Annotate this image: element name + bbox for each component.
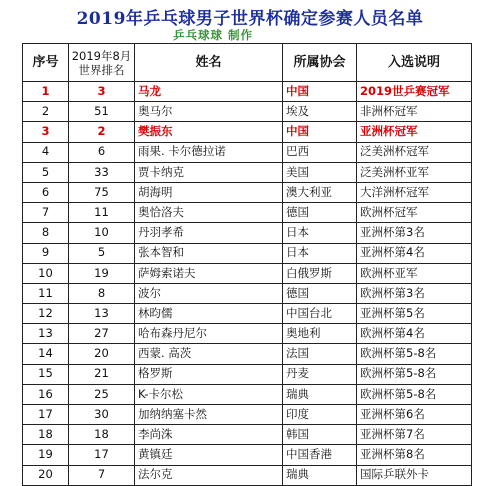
cell-rank: 8 [69,283,135,303]
cell-index: 10 [23,263,69,283]
table-row [23,102,472,122]
cell-reason: 欧洲杯亚军 [357,263,472,283]
cell-index: 3 [23,122,69,142]
cell-association: 瑞典 [283,465,357,485]
cell-rank: 30 [69,405,135,425]
cell-association: 巴西 [283,142,357,162]
cell-rank: 20 [69,344,135,364]
table-row [23,162,472,182]
cell-association: 中国 [283,82,357,102]
cell-reason: 亚洲杯第6名 [357,405,472,425]
cell-index: 1 [23,82,69,102]
cell-association: 中国 [283,122,357,142]
cell-rank: 18 [69,425,135,445]
cell-index: 6 [23,182,69,202]
table-row [23,142,472,162]
cell-index: 18 [23,425,69,445]
cell-name: 贾卡纳克 [135,162,283,182]
cell-index: 19 [23,445,69,465]
cell-name: 雨果. 卡尔德拉诺 [135,142,283,162]
table-row [23,465,472,485]
cell-association: 日本 [283,243,357,263]
table-row [23,425,472,445]
cell-rank: 5 [69,243,135,263]
cell-rank: 7 [69,465,135,485]
cell-reason: 欧洲杯第5-8名 [357,344,472,364]
cell-reason: 亚洲杯第3名 [357,223,472,243]
cell-name: 哈布森丹尼尔 [135,324,283,344]
cell-association: 日本 [283,223,357,243]
cell-association: 法国 [283,344,357,364]
cell-reason: 泛美洲杯亚军 [357,162,472,182]
table-row [23,364,472,384]
cell-name: 法尔克 [135,465,283,485]
cell-association: 中国香港 [283,445,357,465]
table-row [23,82,472,102]
table-row [23,263,472,283]
cell-association: 美国 [283,162,357,182]
cell-index: 8 [23,223,69,243]
cell-rank: 25 [69,384,135,404]
table-header-row [23,44,472,82]
page-title: 2019年乒乓球男子世界杯确定参赛人员名单 [76,9,424,29]
cell-index: 13 [23,324,69,344]
cell-rank: 13 [69,304,135,324]
header-world-rank: 2019年8月世界排名 [69,44,135,82]
cell-name: 奥恰洛夫 [135,203,283,223]
cell-name: 西蒙. 高茨 [135,344,283,364]
cell-association: 瑞典 [283,384,357,404]
cell-name: 樊振东 [135,122,283,142]
cell-rank: 2 [69,122,135,142]
cell-association: 中国台北 [283,304,357,324]
cell-reason: 欧洲杯冠军 [357,203,472,223]
cell-association: 澳大利亚 [283,182,357,202]
cell-rank: 10 [69,223,135,243]
cell-rank: 3 [69,82,135,102]
cell-index: 16 [23,384,69,404]
table-row [23,324,472,344]
cell-name: K-卡尔松 [135,384,283,404]
cell-index: 9 [23,243,69,263]
cell-index: 15 [23,364,69,384]
cell-rank: 11 [69,203,135,223]
cell-name: 林昀儒 [135,304,283,324]
cell-name: 马龙 [135,82,283,102]
cell-reason: 亚洲杯第8名 [357,445,472,465]
cell-reason: 欧洲杯第5-8名 [357,384,472,404]
cell-rank: 75 [69,182,135,202]
cell-reason: 亚洲杯第4名 [357,243,472,263]
cell-reason: 非洲杯冠军 [357,102,472,122]
cell-index: 11 [23,283,69,303]
cell-rank: 19 [69,263,135,283]
cell-rank: 51 [69,102,135,122]
cell-index: 12 [23,304,69,324]
cell-index: 20 [23,465,69,485]
cell-index: 7 [23,203,69,223]
cell-name: 丹羽孝希 [135,223,283,243]
cell-rank: 21 [69,364,135,384]
cell-rank: 27 [69,324,135,344]
cell-association: 埃及 [283,102,357,122]
cell-name: 李尚洙 [135,425,283,445]
cell-association: 奥地利 [283,324,357,344]
cell-reason: 大洋洲杯冠军 [357,182,472,202]
table-row [23,344,472,364]
cell-reason: 2019世乒赛冠军 [357,82,472,102]
cell-association: 韩国 [283,425,357,445]
cell-name: 胡海明 [135,182,283,202]
header-index: 序号 [23,44,69,82]
cell-rank: 6 [69,142,135,162]
table-row [23,283,472,303]
cell-association: 德国 [283,283,357,303]
header-reason: 入选说明 [357,44,472,82]
cell-reason: 欧洲杯第5-8名 [357,364,472,384]
cell-reason: 欧洲杯第4名 [357,324,472,344]
cell-reason: 国际乒联外卡 [357,465,472,485]
cell-name: 黄镇廷 [135,445,283,465]
table-row [23,223,472,243]
cell-association: 印度 [283,405,357,425]
table-row [23,445,472,465]
cell-index: 5 [23,162,69,182]
cell-association: 德国 [283,203,357,223]
cell-rank: 33 [69,162,135,182]
cell-rank: 17 [69,445,135,465]
cell-index: 17 [23,405,69,425]
cell-index: 4 [23,142,69,162]
cell-reason: 亚洲杯冠军 [357,122,472,142]
cell-name: 格罗斯 [135,364,283,384]
participants-table [22,43,472,486]
cell-association: 白俄罗斯 [283,263,357,283]
table-row [23,203,472,223]
table-row [23,405,472,425]
header-association: 所属协会 [283,44,357,82]
cell-name: 张本智和 [135,243,283,263]
table-body [23,82,472,486]
cell-association: 丹麦 [283,364,357,384]
cell-name: 加纳纳塞卡然 [135,405,283,425]
table-row [23,243,472,263]
cell-name: 波尔 [135,283,283,303]
cell-name: 萨姆索诺夫 [135,263,283,283]
cell-reason: 欧洲杯第3名 [357,283,472,303]
cell-reason: 亚洲杯第5名 [357,304,472,324]
table-row [23,182,472,202]
table-row [23,384,472,404]
table-row [23,304,472,324]
credit-subtitle: 乒乓球球 制作 [173,28,254,42]
cell-index: 14 [23,344,69,364]
table-row [23,122,472,142]
cell-name: 奥马尔 [135,102,283,122]
header-name: 姓名 [135,44,283,82]
cell-index: 2 [23,102,69,122]
cell-reason: 亚洲杯第7名 [357,425,472,445]
cell-reason: 泛美洲杯冠军 [357,142,472,162]
